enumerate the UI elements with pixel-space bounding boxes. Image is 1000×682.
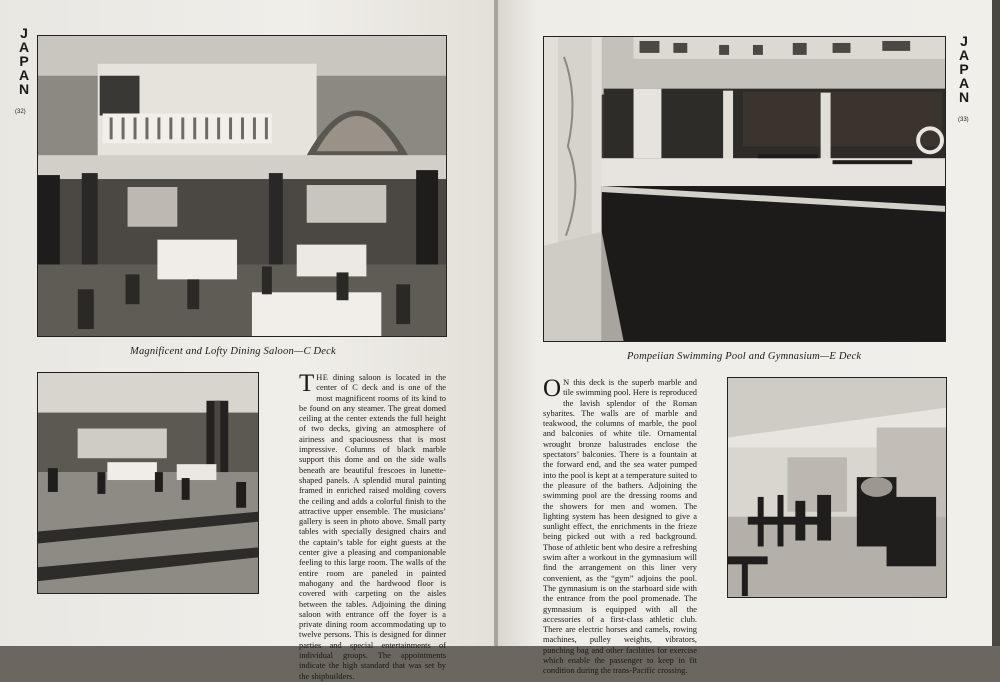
- right-page-number: (33): [958, 117, 969, 123]
- dining-saloon-photo: [37, 35, 447, 337]
- left-page-number: (32): [15, 109, 26, 115]
- gymnasium-photo: [727, 377, 947, 598]
- article-dropcap: T: [299, 370, 315, 397]
- article-body: this deck is the superb marble and tile swimming pool. Here is reproduced the lavish splendor of the Roman sybarites. The walls are of marble and teakwood, the columns of marble, the pool and balconies of white tile. Ornamental wrought bronze balustrades enclose the spectators’ balconies. There is a fountain at the forward end, and the sea water pumped into the pool is kept at a temperature suited to the pleasure of the bathers. Adjoining the swimming pool are the dressing rooms and the showers for men and women. The lighting system has been designed to give a sunlight effect, the enrichments in the frieze being picked out with a red background. Those of athletic bent who desire a refreshing swim after a workout in the gymnasium will find the arrangement on this liner very convenient, as the “gym” adjoins the pool. The gymnasium is on the starboard side with the entrance from the pool promenade. The gymnasium is equipped with all the accessories of a first-class athletic club. There are electric horses and camels, rowing machines, pulley weights, vibrators, punching bag and other facilities for exercise which enable the passenger to keep in fit condition during the trans-Pacific crossing.: [543, 378, 697, 676]
- page-edge-shadow: [992, 0, 1000, 646]
- article-lead-word: HE: [316, 373, 329, 382]
- dining-saloon-lower-photo: [37, 372, 259, 594]
- article-body: dining saloon is located in the center of C deck and is one of the most magnificent rooms of its kind to be found on any steamer. The great domed ceiling at the center extends the full height of two decks, giving an atmosphere of airiness and spaciousness that is most impressive. Columns of black marble support this dome and on the side walls beneath are beautiful frescoes in lunette-shaped panels. A splendid mural painting framed in enriched raised molding covers the ceiling and adds a colorful finish to the attractive upper ensemble. The musicians’ gallery is seen in photo above. Small party tables with specially designed chairs and the captain’s table for eight guests at the center give a pleasing and companionable feeling to this large room. The walls of the entire room are paneled in painted mahogany and the hardwood floor is covered with carpeting on the aisles between the tables. Adjoining the dining saloon with entrance off the foyer is a private dining room accommodating up to twelve persons. This is designed for dinner parties and special entertainments of individual groups. The appointments indicate the high standard that was set by the shipbuilders.: [299, 373, 446, 681]
- swimming-pool-caption: Pompeiian Swimming Pool and Gymnasium—E Deck: [627, 351, 862, 362]
- article-dropcap: O: [543, 375, 562, 402]
- swimming-pool-photo: [543, 36, 946, 342]
- left-side-title: JAPAN: [18, 25, 30, 97]
- article-lead-word: N: [563, 378, 570, 387]
- dining-saloon-article: [299, 370, 446, 682]
- dining-saloon-caption: Magnificent and Lofty Dining Saloon—C Deck: [130, 346, 336, 357]
- swimming-pool-article: [543, 375, 697, 677]
- right-side-title: JAPAN: [958, 33, 970, 105]
